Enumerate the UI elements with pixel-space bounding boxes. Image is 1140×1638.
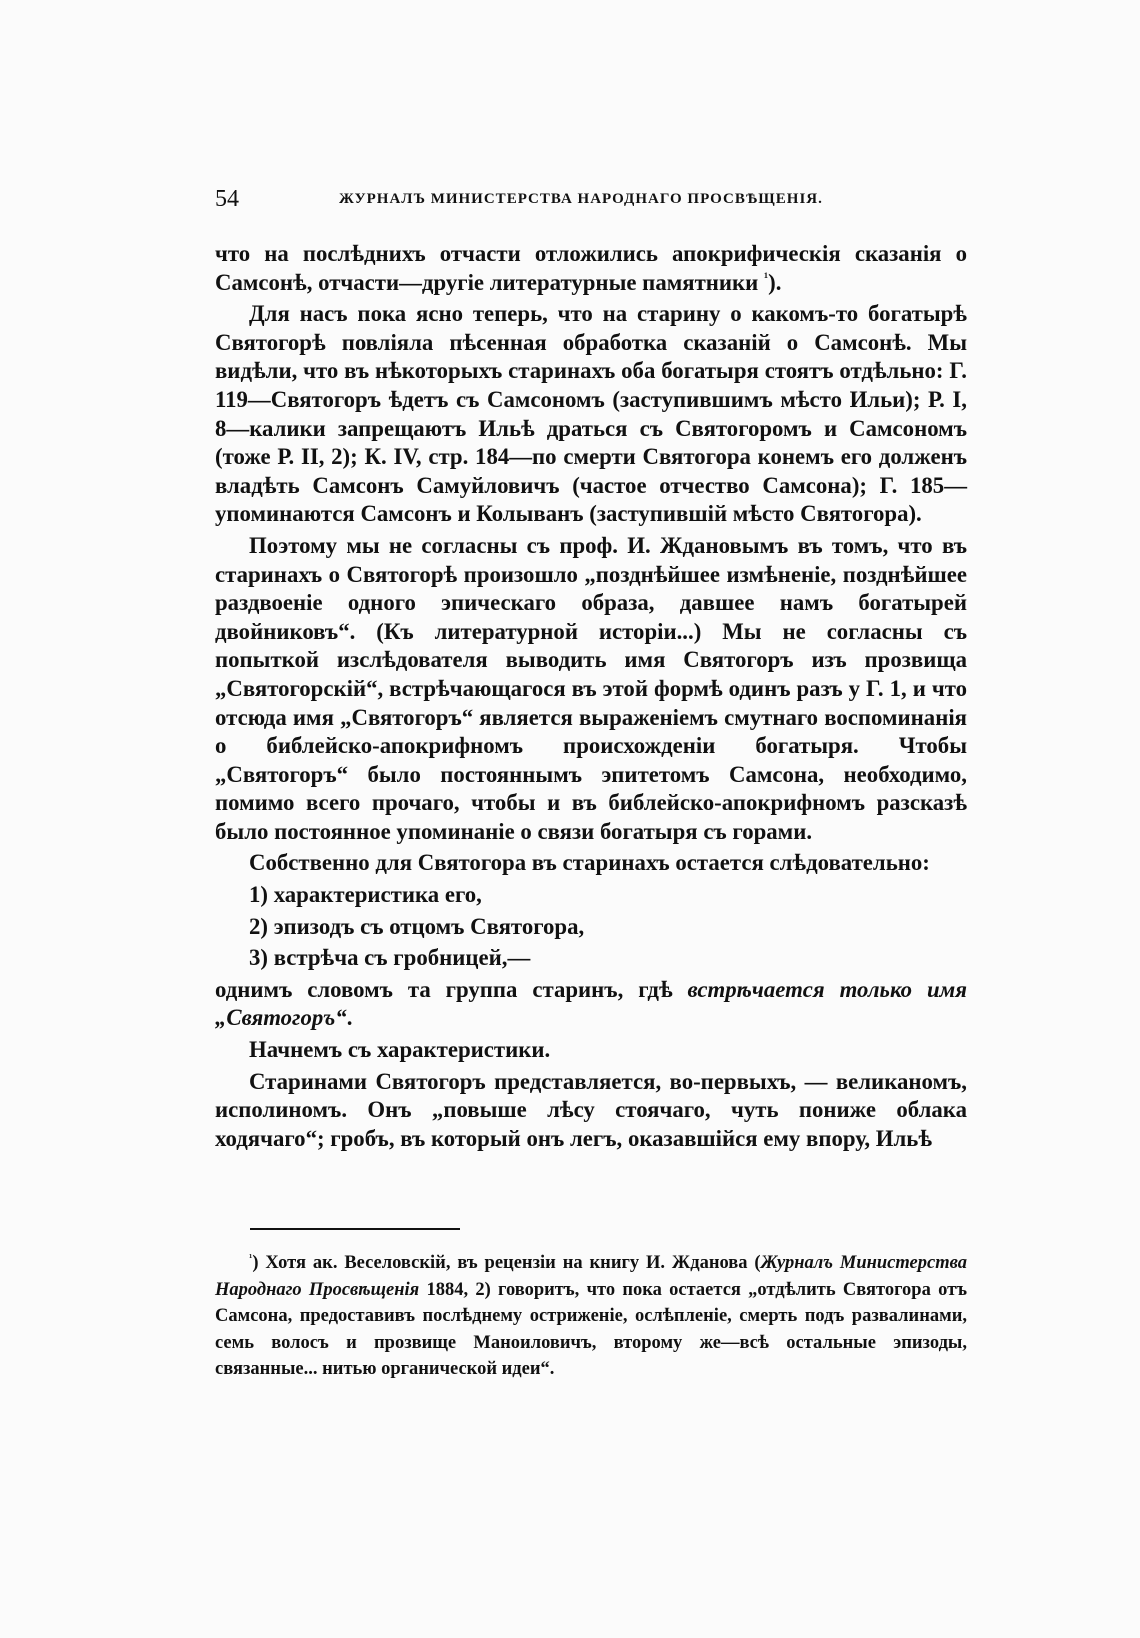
footnote-ref: ¹ [764, 269, 769, 284]
paragraph-4: Собственно для Святогора въ старинахъ остается слѣдовательно: [249, 850, 930, 876]
footnote-end: 1884, 2) говоритъ, что пока остается „отдѣлить Святогора отъ Самсона, предоставивъ послѣднему остриженіе, ослѣпленіе, смерть подъ развалинами, семь волосъ и прозвище Маноиловичъ, второму же—всѣ остальные эпизоды, связанные... нитью органической идеи“. [215, 1279, 967, 1379]
footnote-marker: ¹ [249, 1251, 253, 1264]
page-number: 54 [215, 186, 239, 212]
paragraph-1-text: что на послѣднихъ отчасти отложились апокрифическія сказанія о Самсонѣ, отчасти—другіе литературные памятники [215, 241, 967, 295]
list-item-3: 3) встрѣча съ гробницей,— [249, 945, 531, 971]
page-header [215, 186, 975, 216]
paragraph-1 [215, 240, 967, 297]
list-item-1: 1) характеристика его, [249, 882, 482, 908]
paragraph-2: Для насъ пока ясно теперь, что на старину о какомъ-то богатырѣ Святогорѣ повліяла пѣсенная обработка сказаній о Самсонѣ. Мы видѣли, что въ нѣкоторыхъ старинахъ оба богатыря стоятъ отдѣльно: Г. 119—Святогоръ ѣдетъ съ Самсономъ (заступившимъ мѣсто Ильи); Р. I, 8—калики запрещаютъ Ильѣ драться съ Святогоромъ и Самсономъ (тоже Р. II, 2); К. IV, стр. 184—по смерти Святогора конемъ его долженъ владѣть Самсонъ Самуйловичъ (частое отчество Самсона); Г. 185—упоминаются Самсонъ и Колыванъ (заступившій мѣсто Святогора). [215, 301, 967, 527]
paragraph-5-emphasis: встрѣчается только имя „Святогоръ“ [215, 976, 967, 1031]
paragraph-6: Начнемъ съ характеристики. [249, 1037, 551, 1063]
footnote-paragraph [215, 1250, 967, 1383]
running-title: ЖУРНАЛЪ МИНИСТЕРСТВА НАРОДНАГО ПРОСВѢЩЕНІЯ. [339, 191, 823, 207]
main-text [215, 240, 967, 1156]
list-item-2: 2) эпизодъ съ отцомъ Святогора, [249, 913, 585, 939]
footnote-divider [250, 1228, 460, 1230]
paragraph-5-end: . [346, 1005, 353, 1031]
paragraph-5 [215, 976, 967, 1033]
paragraph-5-start: однимъ словомъ та группа старинъ, гдѣ [215, 976, 673, 1002]
paragraph-7: Старинами Святогоръ представляется, во-первыхъ, — великаномъ, исполиномъ. Онъ „повыше лѣсу стоячаго, чуть пониже облака ходячаго“; гробъ, въ который онъ легъ, оказавшійся ему впору, Ильѣ [215, 1068, 967, 1151]
paragraph-3: Поэтому мы не согласны съ проф. И. Ждановымъ въ томъ, что въ старинахъ о Святогорѣ произошло „позднѣйшее измѣненіе, позднѣйшее раздвоеніе одного эпическаго образа, давшее намъ богатырей двойниковъ“. (Къ литературной исторіи...) Мы не согласны съ попыткой изслѣдователя выводить имя Святогоръ изъ прозвища „Святогорскій“, встрѣчающагося въ этой формѣ одинъ разъ у Г. 1, и что отсюда имя „Святогоръ“ является выраженіемъ смутнаго воспоминанія о библейско-апокрифномъ происхожденіи богатыря. Чтобы „Святогоръ“ было постояннымъ эпитетомъ Самсона, необходимо, помимо всего прочаго, чтобы и въ библейско-апокрифномъ разсказѣ было постоянное упоминаніе о связи богатыря съ горами. [215, 532, 967, 844]
paragraph-1-end: ). [768, 269, 782, 295]
footnote-start: ) Хотя ак. Веселовскій, въ рецензіи на книгу И. Жданова ( [252, 1253, 761, 1273]
footnote [215, 1250, 967, 1383]
footnote-journal: Журналъ Министерства Народнаго Просвѣщенія [215, 1253, 967, 1300]
